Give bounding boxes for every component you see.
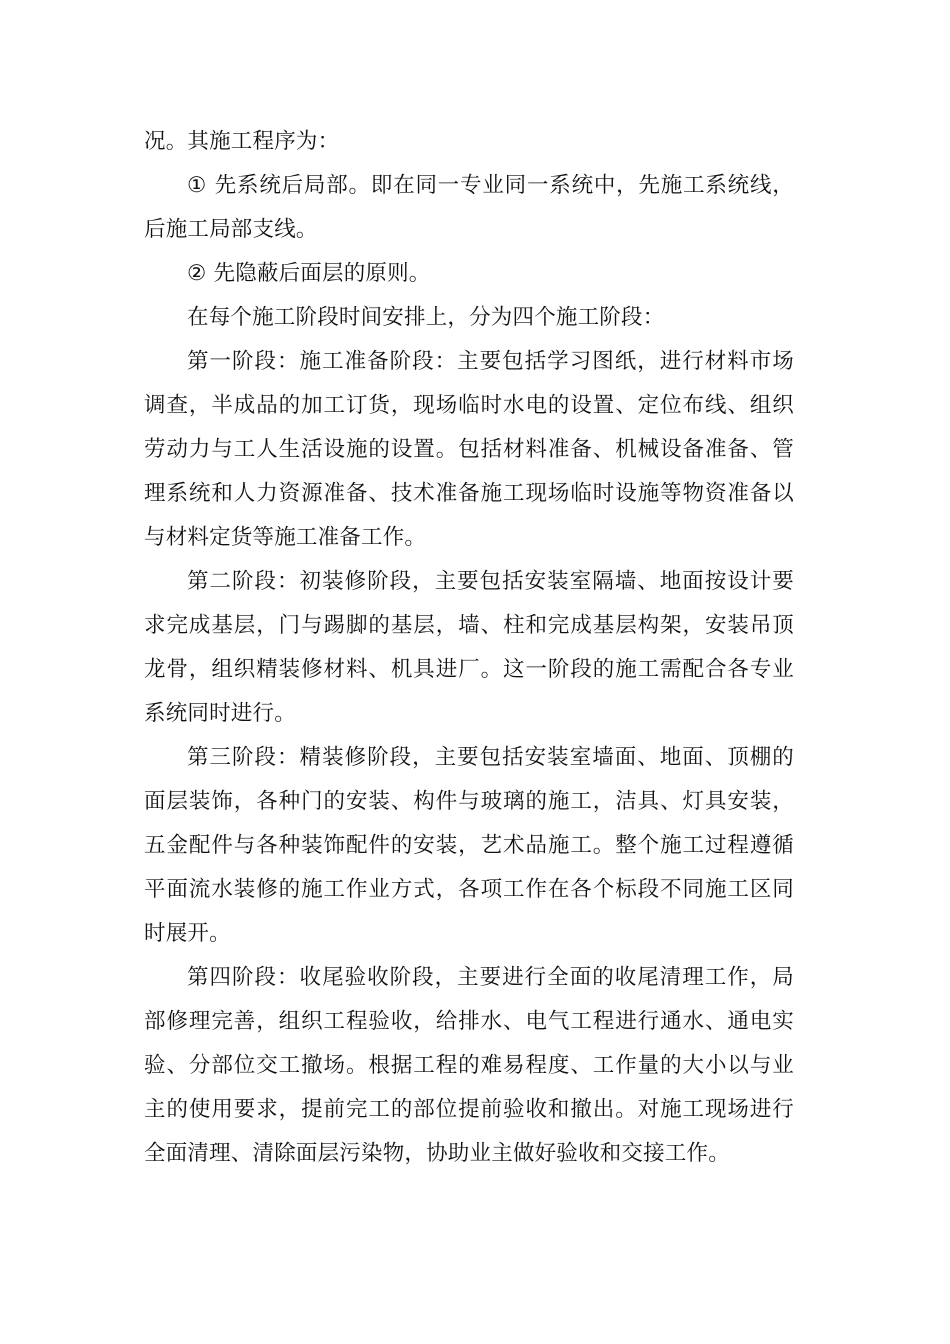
- paragraph-stage-3: 第三阶段：精装修阶段，主要包括安装室墙面、地面、顶棚的面层装饰，各种门的安装、构件与玻璃的施工，洁具、灯具安装，五金配件与各种装饰配件的安装，艺术品施工。整个施工过程遵循平面流水装修的施工作业方式，各项工作在各个标段不同施工区同时展开。: [144, 745, 794, 946]
- paragraph-stage-4: 第四阶段：收尾验收阶段，主要进行全面的收尾清理工作，局部修理完善，组织工程验收，给排水、电气工程进行通水、通电实验、分部位交工撤场。根据工程的难易程度、工作量的大小以与业主的使用要求，提前完工的部位提前验收和撤出。对施工现场进行全面清理、清除面层污染物，协助业主做好验收和交接工作。: [144, 965, 794, 1166]
- paragraph-procedure-1: ① 先系统后局部。即在同一专业同一系统中，先施工系统线，后施工局部支线。: [144, 173, 794, 242]
- paragraph-stage-1: 第一阶段：施工准备阶段：主要包括学习图纸，进行材料市场调查，半成品的加工订货，现场临时水电的设置、定位布线、组织劳动力与工人生活设施的设置。包括材料准备、机械设备准备、管理系统和人力资源准备、技术准备施工现场临时设施等物资准备以与材料定货等施工准备工作。: [144, 349, 794, 550]
- paragraph-procedure-2: ② 先隐蔽后面层的原则。: [187, 261, 431, 286]
- paragraph-continuation: 况。其施工程序为：: [144, 129, 340, 154]
- paragraph-stage-2: 第二阶段：初装修阶段，主要包括安装室隔墙、地面按设计要求完成基层，门与踢脚的基层，墙、柱和完成基层构架，安装吊顶龙骨，组织精装修材料、机具进厂。这一阶段的施工需配合各专业系统同时进行。: [144, 569, 794, 726]
- paragraph-stages-intro: 在每个施工阶段时间安排上，分为四个施工阶段：: [187, 305, 665, 330]
- document-body: [144, 120, 794, 1176]
